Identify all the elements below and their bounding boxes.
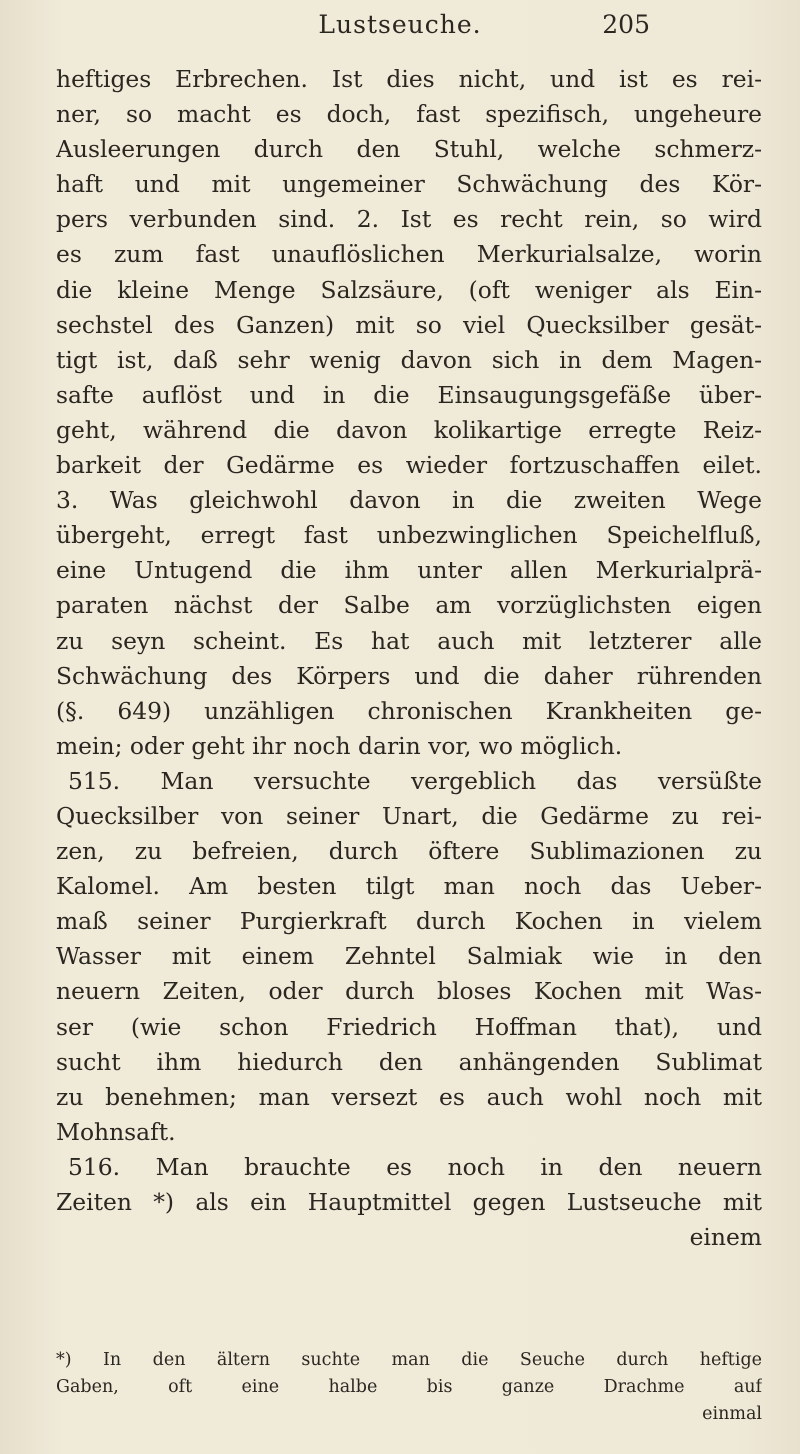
text-line: übergeht, erregt fast unbezwinglichen Speichelfluß, [56, 521, 762, 550]
text-line: 3. Was gleichwohl davon in die zweiten Wege [56, 486, 762, 515]
footnote [56, 1347, 762, 1428]
page-number: 205 [602, 10, 650, 39]
text-line: neuern Zeiten, oder durch bloses Kochen mit Was- [56, 977, 762, 1006]
text-line: Mohnsaft. [56, 1117, 176, 1146]
text-line: mein; oder geht ihr noch darin vor, wo möglich. [56, 731, 623, 760]
page-header [0, 10, 800, 50]
text-line: Schwächung des Körpers und die daher rührenden [56, 661, 762, 690]
text-line: Ausleerungen durch den Stuhl, welche schmerz- [56, 135, 762, 164]
text-line: eine Untugend die ihm unter allen Merkurialprä- [56, 556, 762, 585]
text-line: (§. 649) unzähligen chronischen Krankheiten ge- [56, 696, 762, 725]
text-line: geht, während die davon kolikartige erregte Reiz- [56, 415, 762, 444]
text-line: heftiges Erbrechen. Ist dies nicht, und ist es rei- [56, 65, 762, 93]
section-516-start: 516. Man brauchte es noch in den neuern [68, 1152, 762, 1181]
text-line: paraten nächst der Salbe am vorzüglichsten eigen [56, 591, 762, 620]
text-line: Zeiten *) als ein Hauptmittel gegen Lustseuche mit [56, 1188, 762, 1216]
body-text [56, 62, 762, 1255]
section-515-start: 515. Man versuchte vergeblich das versüßte [68, 766, 762, 795]
footnote-line: *) In den ältern suchte man die Seuche durch heftige [56, 1350, 762, 1370]
text-line: die kleine Menge Salzsäure, (oft weniger als Ein- [56, 275, 762, 304]
text-line: safte auflöst und in die Einsaugungsgefäße über- [56, 380, 762, 409]
running-head: Lustseuche. [318, 10, 482, 39]
text-line: es zum fast unauflöslichen Merkurialsalze, worin [56, 240, 762, 269]
footnote-line: Gaben, oft eine halbe bis ganze Drachme auf [56, 1377, 762, 1397]
text-line: ner, so macht es doch, fast spezifisch, ungeheure [56, 100, 762, 129]
text-line: ser (wie schon Friedrich Hoffman that), und [56, 1012, 762, 1041]
text-line: Wasser mit einem Zehntel Salmiak wie in den [56, 942, 762, 971]
text-line: tigt ist, daß sehr wenig davon sich in dem Magen- [56, 345, 762, 374]
text-line: zu benehmen; man versezt es auch wohl noch mit [56, 1082, 762, 1111]
text-line: maß seiner Purgierkraft durch Kochen in vielem [56, 907, 762, 936]
text-line: Kalomel. Am besten tilgt man noch das Ueber- [56, 872, 762, 901]
text-line: Quecksilber von seiner Unart, die Gedärme zu rei- [56, 801, 762, 830]
text-line: zen, zu befreien, durch öftere Sublimazionen zu [56, 837, 762, 866]
text-line: pers verbunden sind. 2. Ist es recht rein, so wird [56, 205, 762, 234]
text-line: zu seyn scheint. Es hat auch mit letzterer alle [56, 626, 762, 655]
text-line: sechstel des Ganzen) mit so viel Quecksilber gesät- [56, 310, 762, 339]
text-line: barkeit der Gedärme es wieder fortzuschaffen eilet. [56, 451, 762, 480]
footnote-line: einmal [702, 1404, 762, 1424]
text-line: haft und mit ungemeiner Schwächung des Kör- [56, 170, 762, 199]
text-line: sucht ihm hiedurch den anhängenden Sublimat [56, 1047, 762, 1076]
catchword: einem [689, 1223, 762, 1252]
